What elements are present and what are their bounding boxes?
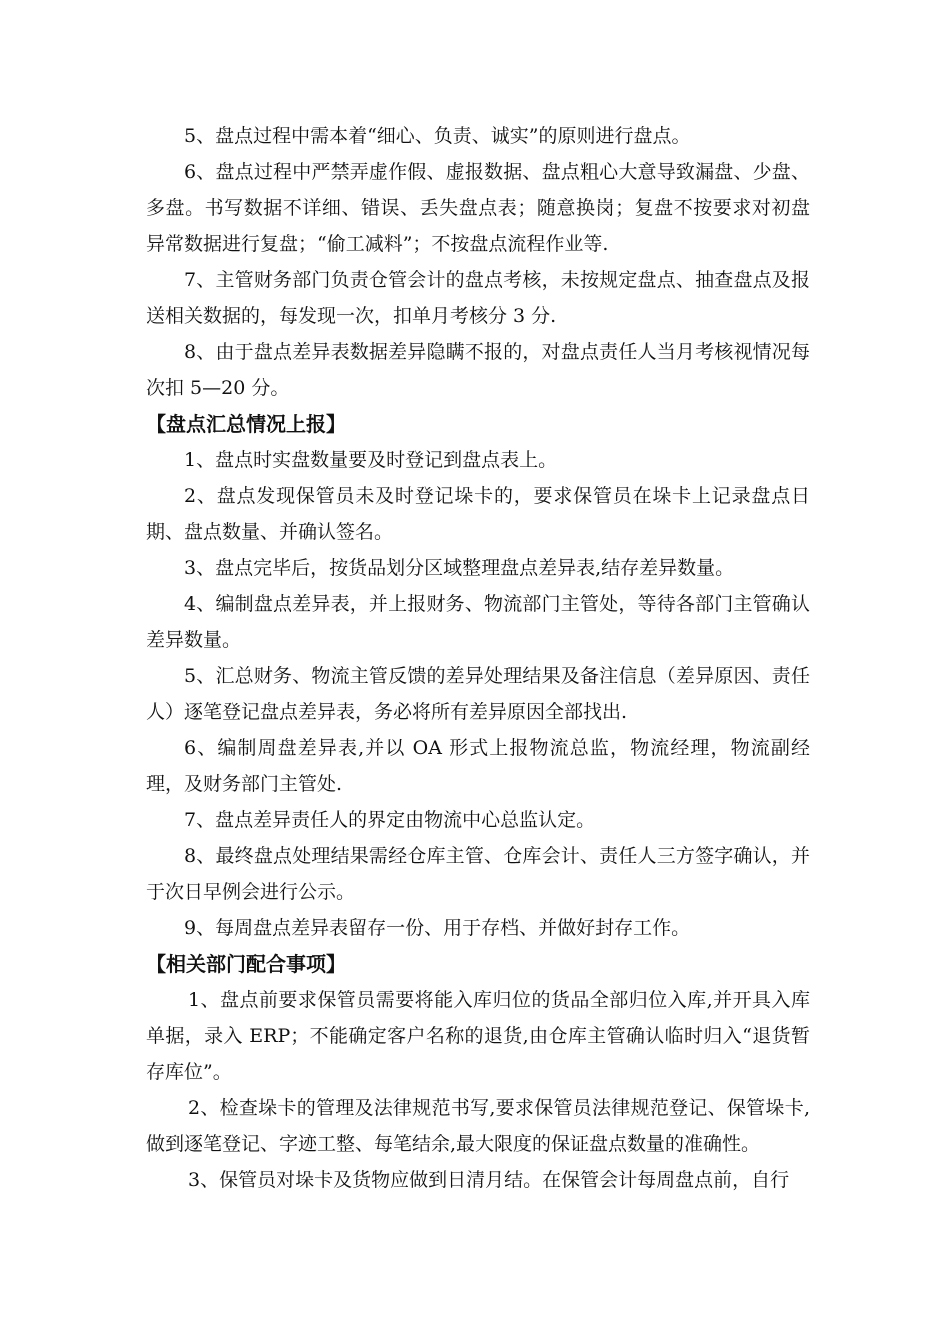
summary-item-5: 5、汇总财务、物流主管反馈的差异处理结果及备注信息（差异原因、责任人）逐笔登记盘点差异表，务必将所有差异原因全部找出.	[146, 665, 810, 723]
summary-item-7: 7、盘点差异责任人的界定由物流中心总监认定。	[184, 809, 596, 831]
summary-item-1: 1、盘点时实盘数量要及时登记到盘点表上。	[184, 449, 558, 471]
rule-item-5: 5、盘点过程中需本着“细心、负责、诚实”的原则进行盘点。	[184, 125, 691, 147]
rule-item-8: 8、由于盘点差异表数据差异隐瞒不报的，对盘点责任人当月考核视情况每次扣 5—20 分。	[146, 341, 810, 399]
summary-item-8: 8、最终盘点处理结果需经仓库主管、仓库会计、责任人三方签字确认，并于次日早例会进行公示。	[146, 845, 810, 903]
summary-item-9: 9、每周盘点差异表留存一份、用于存档、并做好封存工作。	[184, 917, 691, 939]
section-heading-summary-report: 【盘点汇总情况上报】	[146, 412, 346, 436]
summary-item-6: 6、编制周盘差异表,并以 OA 形式上报物流总监，物流经理，物流副经理，及财务部门主管处.	[146, 737, 810, 795]
cooperation-item-2: 2、检查垛卡的管理及法律规范书写,要求保管员法律规范登记、保管垛卡,做到逐笔登记、字迹工整、每笔结余,最大限度的保证盘点数量的准确性。	[146, 1097, 810, 1155]
rule-item-7: 7、主管财务部门负责仓管会计的盘点考核，未按规定盘点、抽查盘点及报送相关数据的，每发现一次，扣单月考核分 3 分.	[146, 269, 810, 327]
cooperation-item-1: 1、盘点前要求保管员需要将能入库归位的货品全部归位入库,并开具入库单据，录入 ERP；不能确定客户名称的退货,由仓库主管确认临时归入“退货暂存库位”。	[146, 989, 810, 1083]
rule-item-6: 6、盘点过程中严禁弄虚作假、虚报数据、盘点粗心大意导致漏盘、少盘、多盘。书写数据不详细、错误、丢失盘点表；随意换岗；复盘不按要求对初盘异常数据进行复盘；“偷工减料”；不按盘点流程作业等.	[146, 161, 810, 255]
summary-item-3: 3、盘点完毕后，按货品划分区域整理盘点差异表,结存差异数量。	[184, 557, 735, 579]
summary-item-4: 4、编制盘点差异表，并上报财务、物流部门主管处，等待各部门主管确认差异数量。	[146, 593, 810, 651]
summary-item-2: 2、盘点发现保管员未及时登记垛卡的，要求保管员在垛卡上记录盘点日期、盘点数量、并确认签名。	[146, 485, 810, 543]
cooperation-item-3: 3、保管员对垛卡及货物应做到日清月结。在保管会计每周盘点前，自行	[188, 1169, 790, 1191]
section-heading-department-cooperation: 【相关部门配合事项】	[146, 952, 346, 976]
